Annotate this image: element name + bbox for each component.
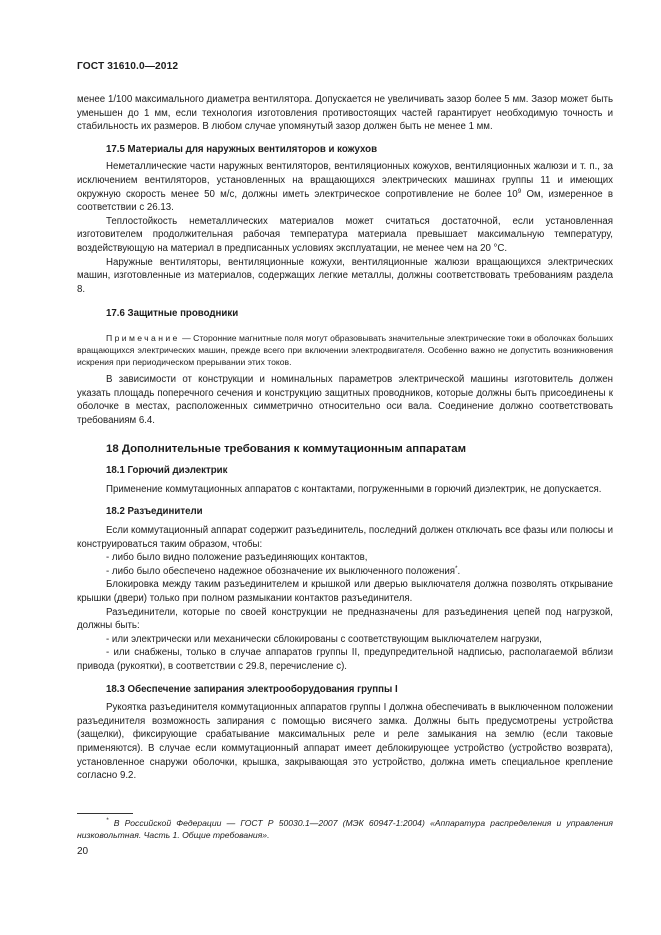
section-18-3-heading: 18.3 Обеспечение запирания электрооборудования группы I (106, 683, 398, 695)
page-content (77, 93, 613, 783)
note (77, 332, 613, 368)
footnote-mark: * (106, 817, 109, 825)
intro-paragraph: менее 1/100 максимального диаметра вентилятора. Допускается не увеличивать зазор более 5 мм. Зазор может быть уменьшен до 1 мм, если технология изготовления противостоящих частей гарантирует необходимую точность и стабильность их размеров. В любом случае упомянутый зазор должен быть не менее 1 мм. (77, 94, 613, 133)
footnote-ref: * (455, 564, 458, 572)
footnote (77, 817, 613, 841)
section-17-5-paragraph-1 (77, 160, 613, 214)
section-18-2-paragraph-3: Разъединители, которые по своей конструкции не предназначены для разъединения цепей под нагрузкой, должны быть: (77, 606, 613, 632)
section-18-heading: 18 Дополнительные требования к коммутационным аппаратам (106, 443, 466, 456)
list-item: - или электрически или механически сблокированы с соответствующим выключателем нагрузки, (106, 633, 542, 645)
paragraph-text: Ом, измеренное в соответствии с 26.13. (77, 188, 613, 214)
section-18-2-paragraph-2: Блокировка между таким разъединителем и крышкой или дверью выключателя должна позволять открывание крышки (двери) только при полном размыкании контактов разъединителя. (77, 579, 613, 605)
footnote-divider (77, 813, 133, 814)
section-17-5-paragraph-2: Теплостойкость неметаллических материалов может считаться достаточной, если установленная изготовителем продолжительная рабочая температура материала превышает максимальную температуру, воздействующую на материал в предписанных условиях эксплуатации, не менее чем на 20 °С. (77, 215, 613, 254)
section-17-6-paragraph-1: В зависимости от конструкции и номинальных параметров электрической машины изготовитель должен указать площадь поперечного сечения и конструкцию защитных проводников, которые должны быть присоединены к оболочке в местах, расположенных симметрично относительно оси вала. Соединение должно соответствовать требованиям 6.4. (77, 373, 613, 426)
list-item: - или снабжены, только в случае аппаратов группы II, предупредительной надписью, располагаемой вблизи привода (рукоятки), в соответствии с 29.8, перечисление c). (77, 647, 613, 672)
footnote-text: В Российской Федерации — ГОСТ Р 50030.1—2007 (МЭК 60947-1:2004) «Аппаратура распределения и управления низковольтная. Часть 1. Общие требования». (77, 818, 613, 841)
note-label: Примечание (106, 332, 180, 343)
section-18-2-paragraph-1: Если коммутационный аппарат содержит разъединитель, последний должен отключать все фазы или полюсы и конструироваться таким образом, чтобы: (77, 525, 613, 550)
section-17-5-paragraph-3: Наружные вентиляторы, вентиляционные кожухи, вентиляционные жалюзи вращающихся электрических машин, изготовленные из материалов, содержащих легкие металлы, должны соответствовать требованиям раздела 8. (77, 256, 613, 295)
document-header: ГОСТ 31610.0—2012 (77, 61, 179, 72)
note-text: — Сторонние магнитные поля могут образовывать значительные электрические токи в оболочках больших вращающихся электрических машин, прежде всего при включении электродвигателя. Особенно важно не допустить возникновения искрения при периодическом прерывании этих токов. (77, 332, 613, 367)
list-item-end: . (457, 565, 461, 577)
section-17-6-heading: 17.6 Защитные проводники (106, 308, 239, 320)
section-18-2-heading: 18.2 Разъединители (106, 506, 203, 518)
page-number: 20 (77, 846, 89, 857)
section-17-5-heading: 17.5 Материалы для наружных вентиляторов и кожухов (106, 143, 378, 155)
section-18-3-paragraph-1: Рукоятка разъединителя коммутационных аппаратов группы I должна обеспечивать в выключенном положении разъединителя возможность запирания с помощью висячего замка. Должны быть предусмотрены устройства (защелки), фиксирующие срабатывание максимальных реле и реле замыкания на землю (если таковые применяются). В случае если коммутационный аппарат имеет деблокирующее устройство (устройство возврата), установленное снаружи оболочки, крышка, закрывающая это устройство, должна иметь специальное крепление согласно 9.2. (77, 702, 613, 782)
paragraph-text: Неметаллические части наружных вентиляторов, вентиляционных кожухов, вентиляционных жалюзи и т. п., за исключением вентиляторов, установленных на вращающихся электрических машинах группы 11 и имеющих окружную скорость менее 50 м/с, должны иметь электрическое сопротивление не более 10 (77, 161, 613, 200)
list-item (77, 565, 613, 579)
list-item-text: - либо было обеспечено надежное обозначение их выключенного положения (106, 565, 455, 577)
section-18-1-paragraph-1: Применение коммутационных аппаратов с контактами, погруженными в горючий диэлектрик, не допускается. (106, 483, 602, 495)
section-18-1-heading: 18.1 Горючий диэлектрик (106, 465, 228, 477)
list-item: - либо было видно положение разъединяющих контактов, (106, 552, 368, 564)
exponent: 9 (517, 187, 522, 195)
